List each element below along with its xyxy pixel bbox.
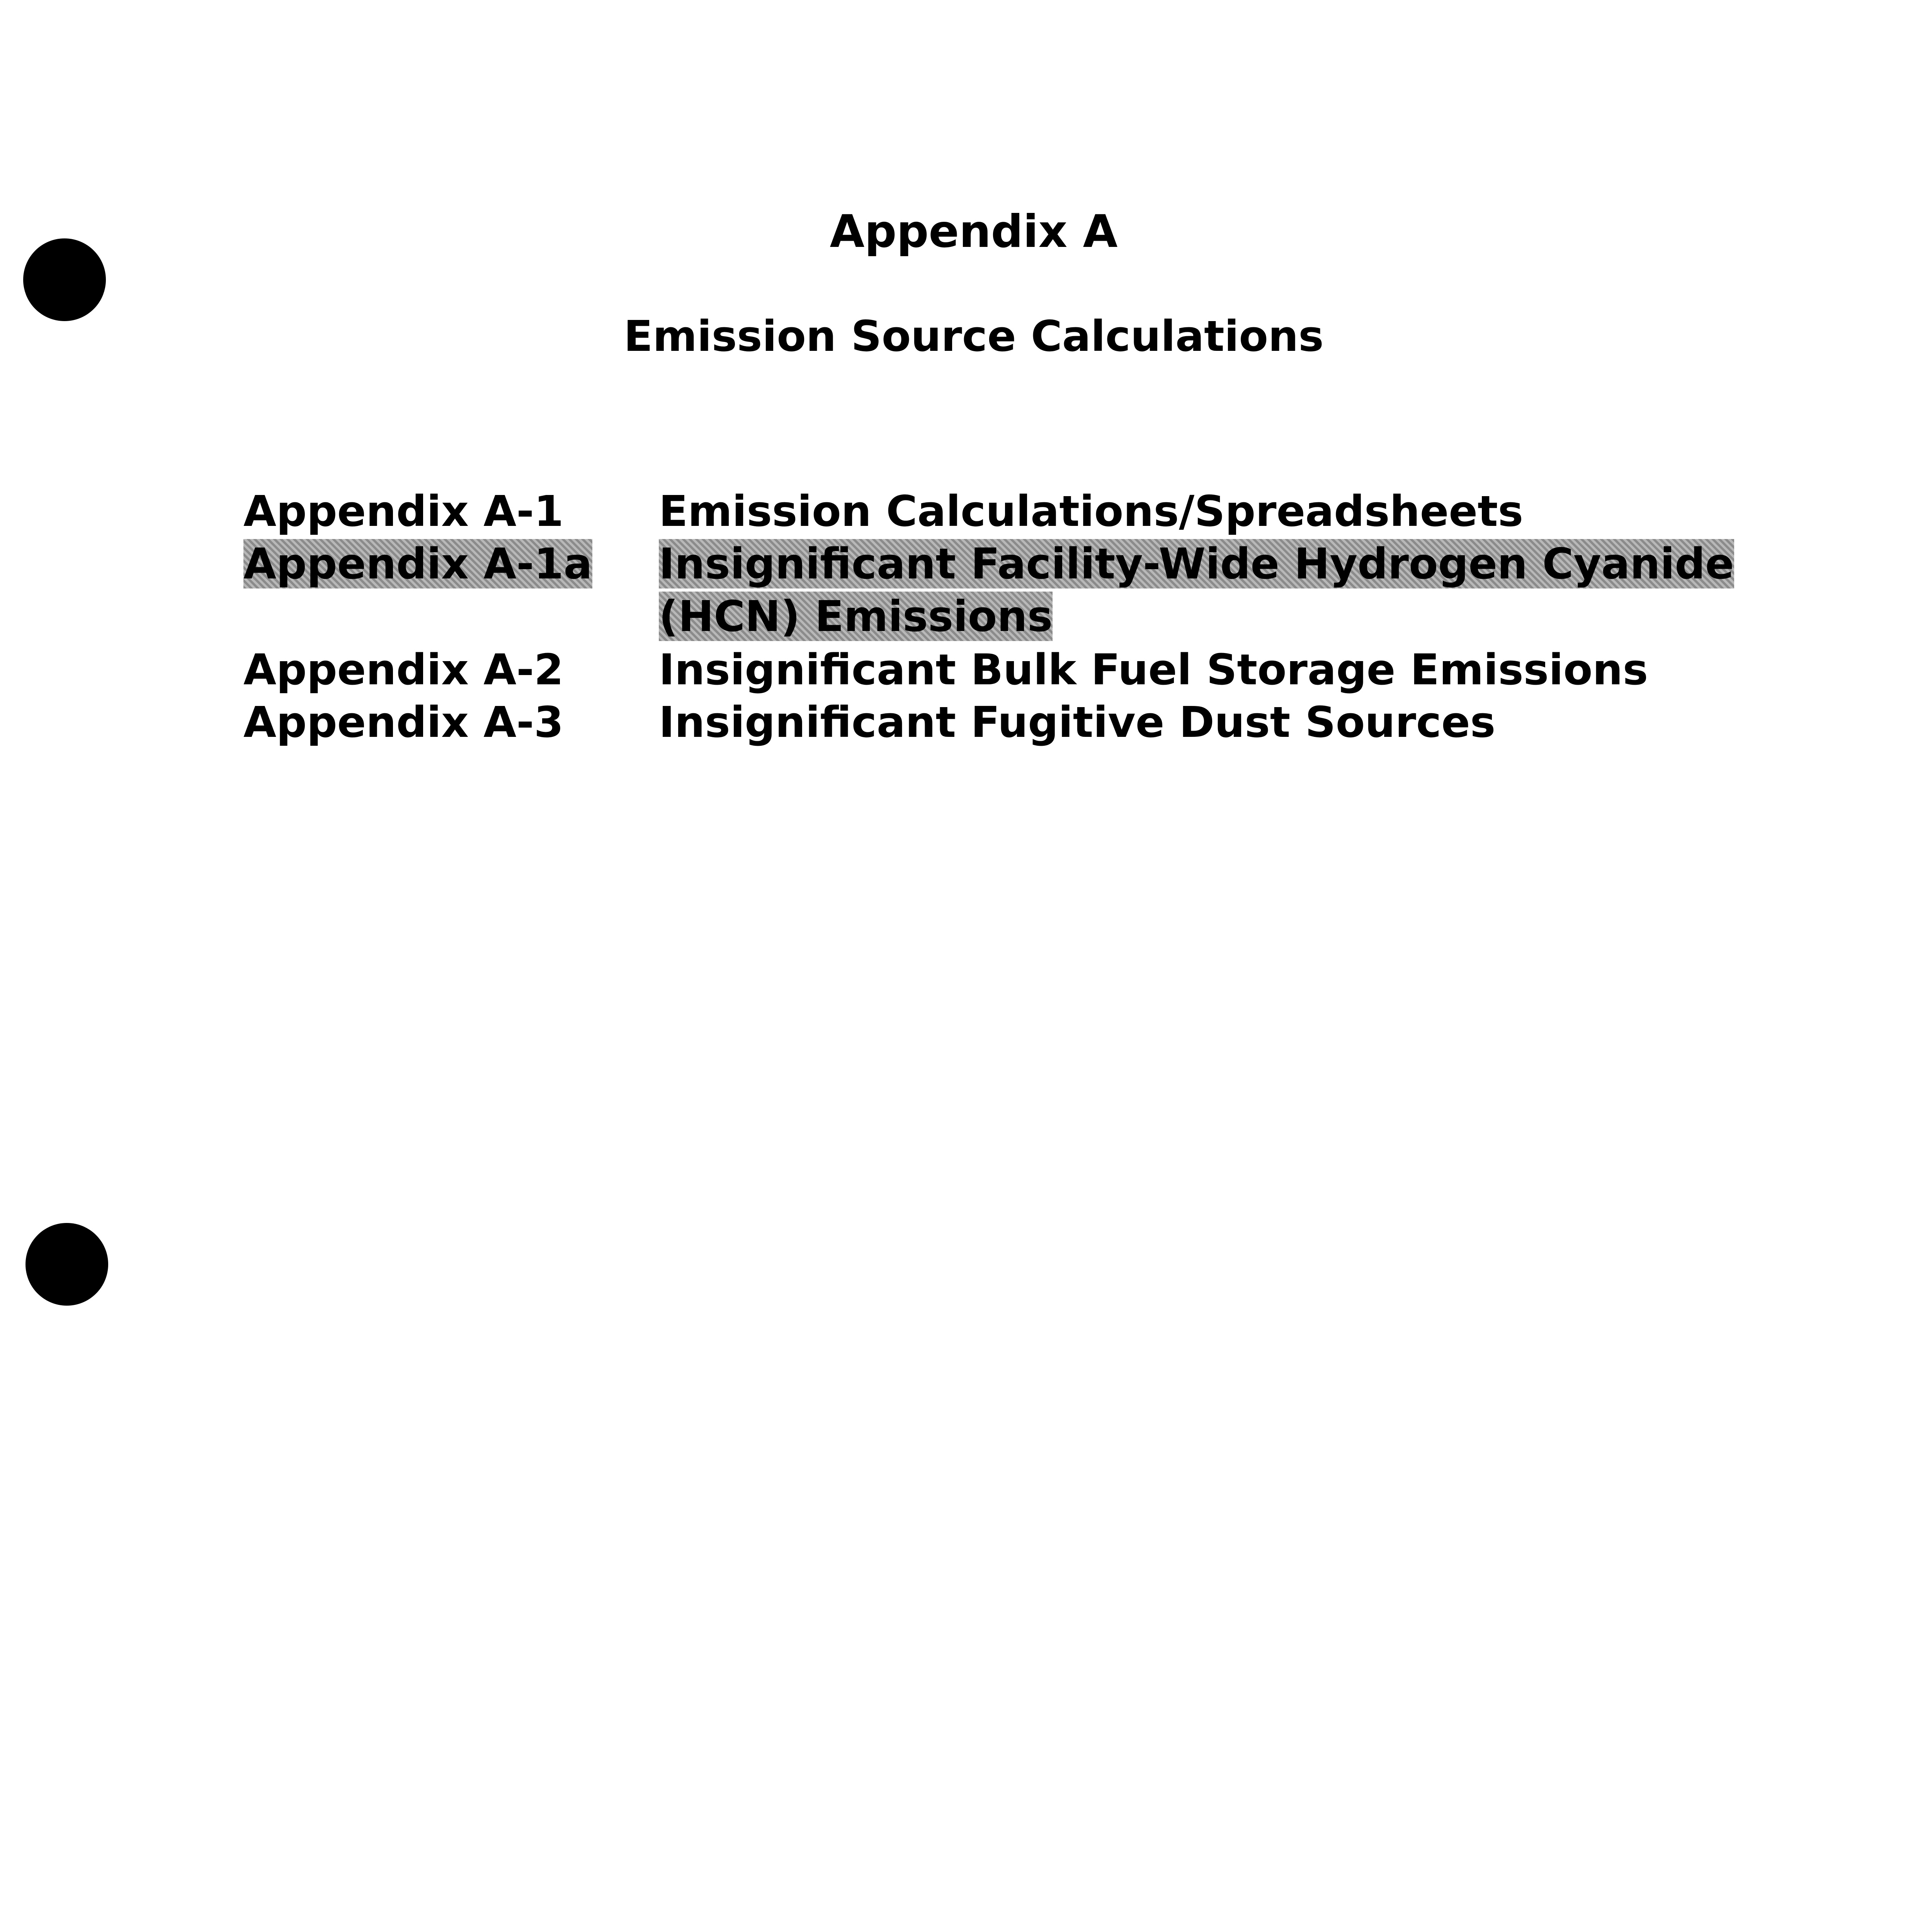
toc-entry-appendix-a-1a	[243, 537, 1735, 643]
toc-entry-label: Appendix A-1	[243, 486, 564, 536]
highlighted-label-text: Appendix A-1a	[243, 539, 592, 588]
toc-entry-appendix-a-3	[243, 696, 1735, 748]
page-subtitle: Emission Source Calculations	[624, 311, 1324, 361]
toc-entry-title-highlighted	[659, 537, 1735, 643]
toc-entry-appendix-a-2	[243, 643, 1735, 696]
toc-entry-title: Emission Calculations/Spreadsheets	[659, 486, 1524, 536]
page-title: Appendix A	[830, 206, 1118, 258]
highlighted-title-text: Insignificant Facility-Wide Hydrogen Cyanide (HCN) Emissions	[659, 539, 1734, 641]
toc-entry-title: Insignificant Bulk Fuel Storage Emissions	[659, 645, 1648, 694]
table-of-contents	[243, 485, 1735, 748]
toc-entry-label: Appendix A-2	[243, 645, 564, 694]
toc-entry-appendix-a-1	[243, 485, 1735, 537]
toc-entry-label-highlighted	[243, 537, 659, 643]
toc-entry-label: Appendix A-3	[243, 697, 564, 747]
toc-entry-title: Insignificant Fugitive Dust Sources	[659, 697, 1496, 747]
punch-hole-middle	[26, 1223, 108, 1306]
